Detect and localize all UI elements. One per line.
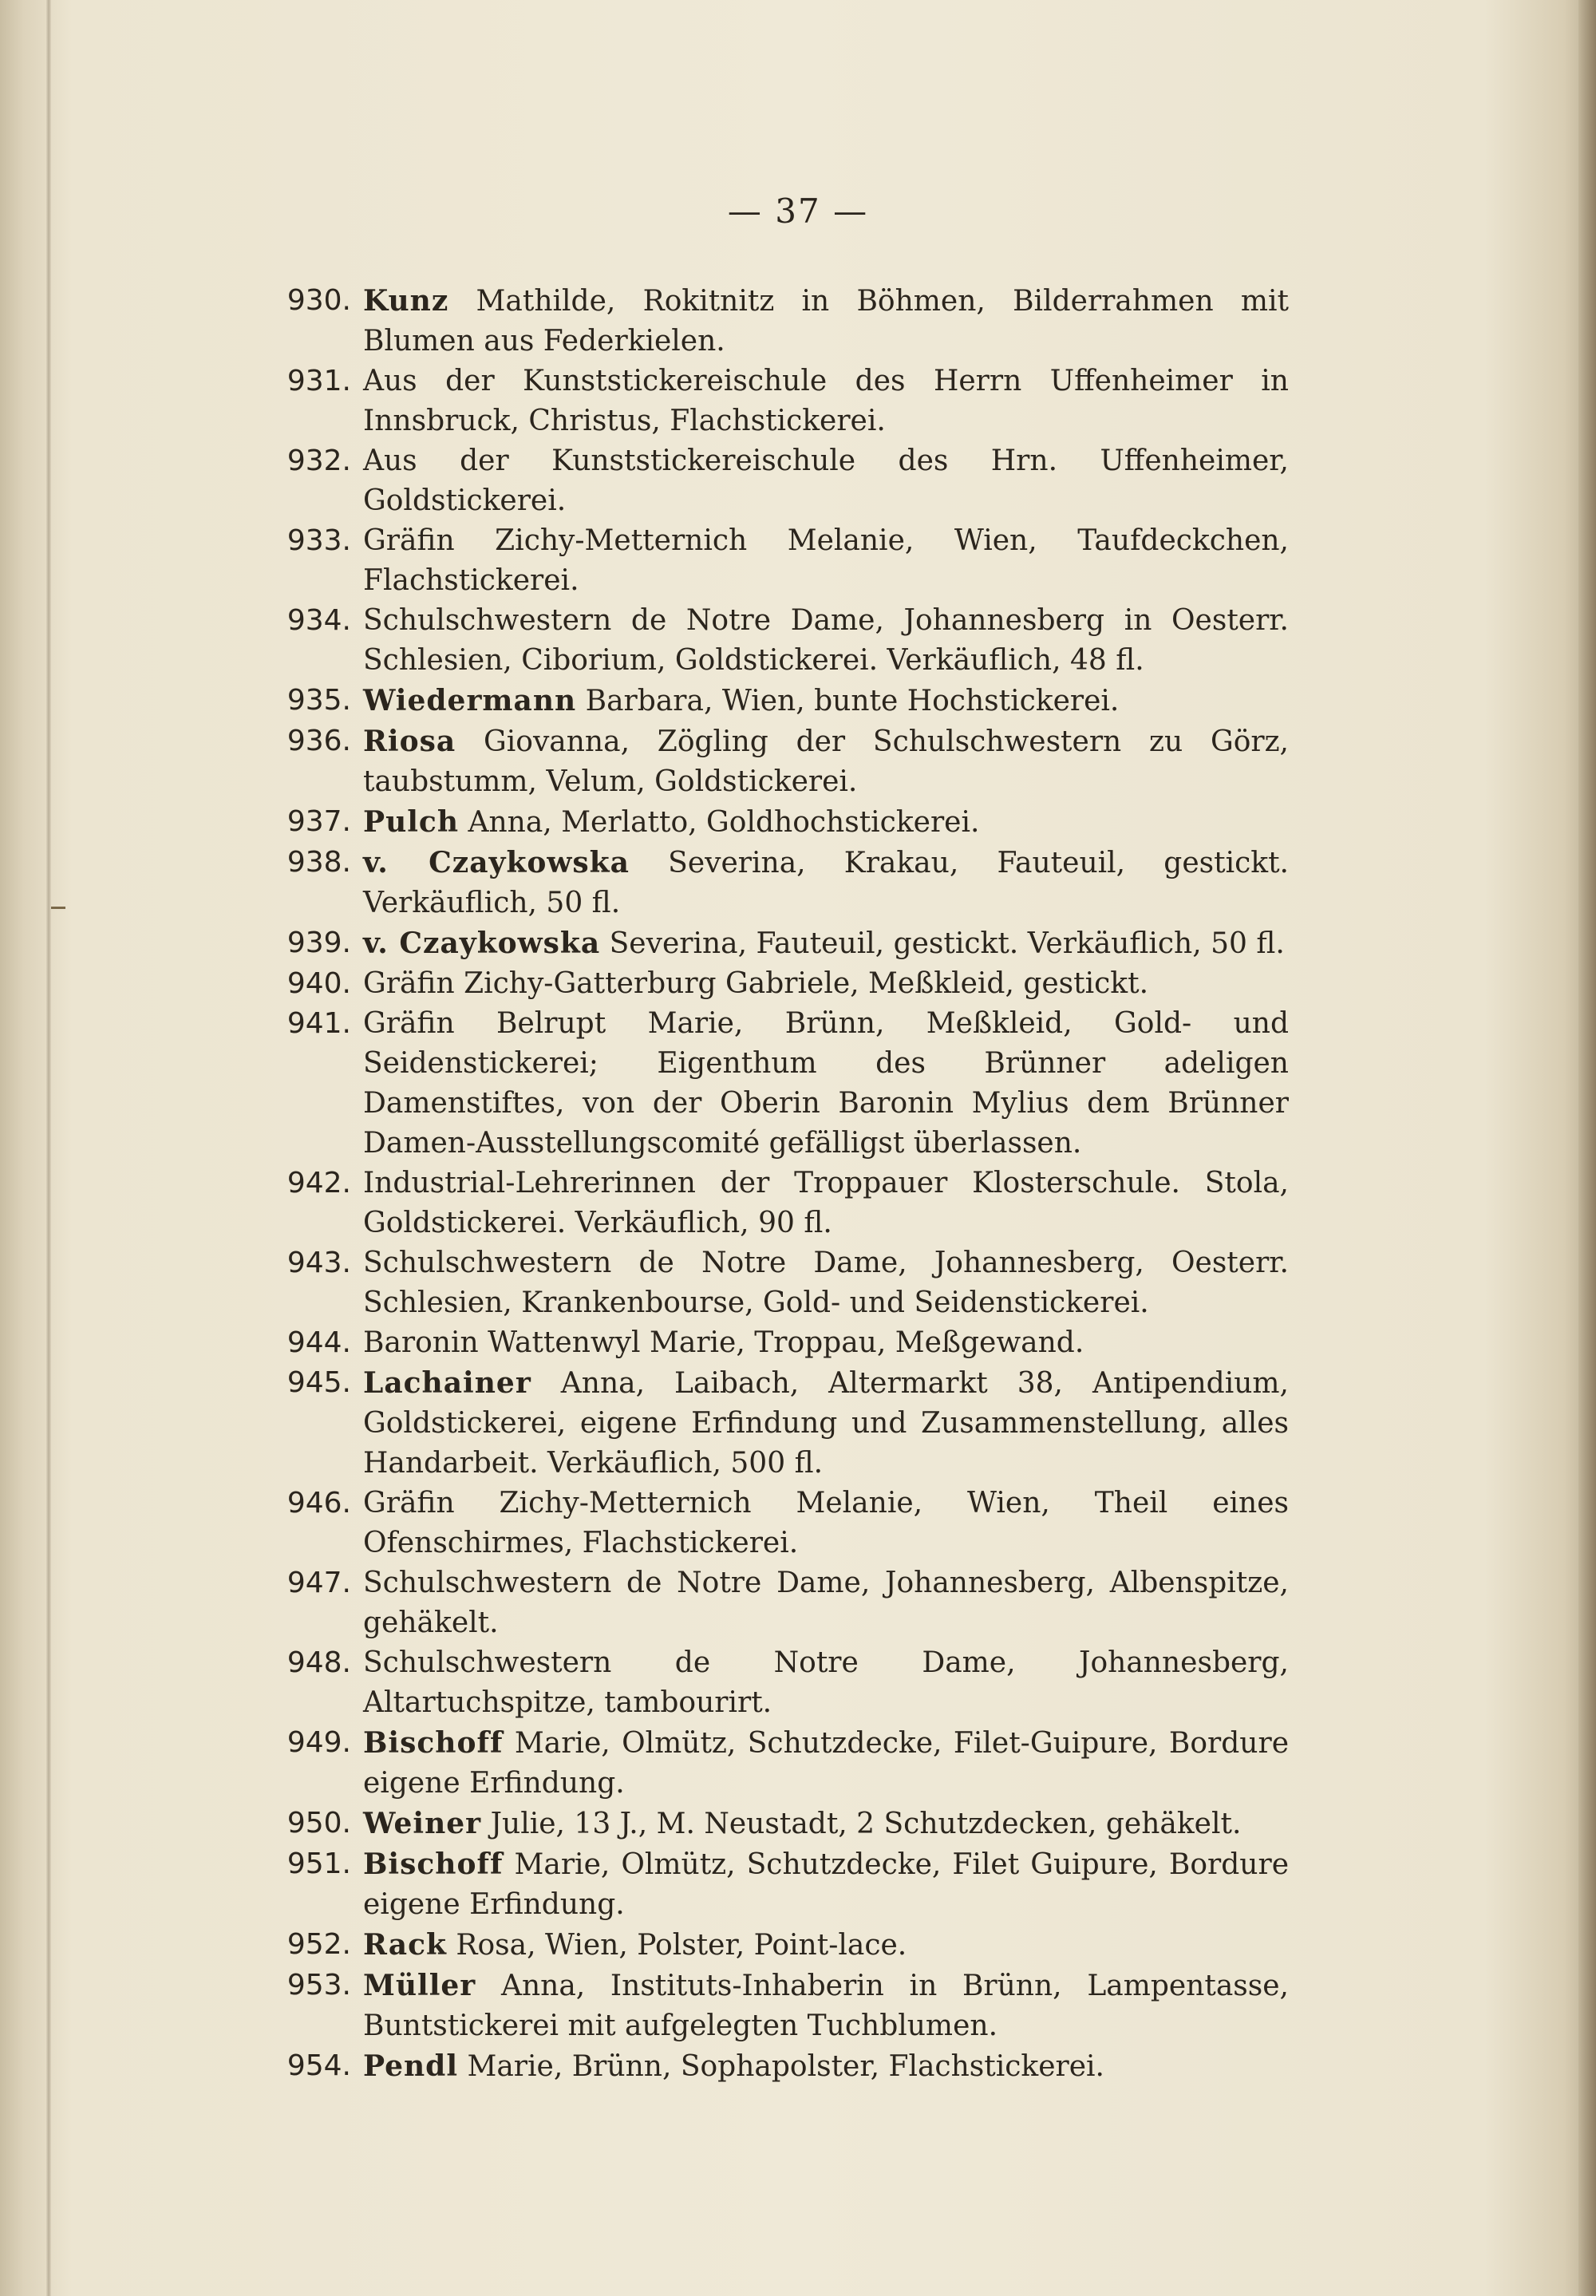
- entry-number: 945.: [286, 1366, 351, 1399]
- entry-number: 938.: [286, 846, 351, 879]
- entry-text: Rosa, Wien, Polster, Point-lace.: [456, 1929, 907, 1962]
- entry-text: Gräfin Zichy-Gatterburg Gabriele, Meßkleid, gestickt.: [363, 967, 1149, 1000]
- entry-number: 934.: [286, 604, 351, 637]
- entry-list: [271, 281, 1289, 2087]
- list-item: [271, 681, 1289, 721]
- entry-number: 946.: [286, 1487, 351, 1519]
- entry-text: Industrial-Lehrerinnen der Troppauer Klosterschule. Stola, Goldstickerei. Verkäuflich, 90 fl.: [363, 1167, 1289, 1239]
- exhibitor-name: Riosa: [363, 725, 456, 758]
- list-item: [271, 1164, 1289, 1243]
- entry-text: Anna, Instituts-Inhaberin in Brünn, Lampentasse, Buntstickerei mit aufgelegten Tuchblumen.: [363, 1970, 1289, 2042]
- entry-number: 931.: [286, 365, 351, 397]
- entry-text: Schulschwestern de Notre Dame, Johannesberg in Oesterr. Schlesien, Ciborium, Goldstickerei. Verkäuflich, 48 fl.: [363, 604, 1289, 677]
- entry-text: Marie, Olmütz, Schutzdecke, Filet Guipure, Bordure eigene Erfindung.: [363, 1848, 1289, 1921]
- entry-number: 947.: [286, 1567, 351, 1599]
- entry-text: Anna, Laibach, Altermarkt 38, Antipendium, Goldstickerei, eigene Erfindung und Zusammenstellung, alles Handarbeit. Verkäuflich, 500 fl.: [363, 1367, 1289, 1480]
- exhibitor-name: Kunz: [363, 284, 449, 318]
- list-item: [271, 1966, 1289, 2046]
- entry-number: 949.: [286, 1726, 351, 1759]
- entry-number: 933.: [286, 524, 351, 557]
- exhibitor-name: Pulch: [363, 805, 460, 839]
- exhibitor-name: v. Czaykowska: [363, 927, 601, 960]
- list-item: [271, 2046, 1289, 2087]
- entry-text: Gräfin Belrupt Marie, Brünn, Meßkleid, Gold- und Seidenstickerei; Eigenthum des Brünner adeligen Damenstiftes, von der Oberin Baronin Mylius dem Brünner Damen-Ausstellungscomité gefälligst überlassen.: [363, 1007, 1289, 1160]
- list-item: [271, 1925, 1289, 1966]
- exhibitor-name: Bischoff: [363, 1726, 504, 1760]
- exhibitor-name: Lachainer: [363, 1366, 531, 1400]
- list-item: [271, 601, 1289, 681]
- list-item: [271, 1723, 1289, 1804]
- entry-number: 930.: [286, 284, 351, 317]
- list-item: [271, 923, 1289, 964]
- entry-number: 954.: [286, 2049, 351, 2082]
- entry-number: 952.: [286, 1928, 351, 1961]
- entry-text: Julie, 13 J., M. Neustadt, 2 Schutzdecken, gehäkelt.: [490, 1808, 1242, 1840]
- entry-text: Gräfin Zichy-Metternich Melanie, Wien, Taufdeckchen, Flachstickerei.: [363, 524, 1289, 597]
- entry-text: Severina, Krakau, Fauteuil, gestickt. Verkäuflich, 50 fl.: [363, 847, 1289, 919]
- list-item: [271, 1844, 1289, 1925]
- list-item: [271, 362, 1289, 441]
- entry-text: Anna, Merlatto, Goldhochstickerei.: [468, 806, 980, 839]
- list-item: [271, 1323, 1289, 1363]
- entry-number: 935.: [286, 684, 351, 717]
- list-item: [271, 843, 1289, 923]
- entry-number: 932.: [286, 445, 351, 477]
- list-item: [271, 1643, 1289, 1723]
- entry-text: Barbara, Wien, bunte Hochstickerei.: [585, 685, 1120, 717]
- entry-number: 944.: [286, 1326, 351, 1359]
- entry-text: Marie, Olmütz, Schutzdecke, Filet-Guipure, Bordure eigene Erfindung.: [363, 1727, 1289, 1800]
- entry-number: 953.: [286, 1969, 351, 2002]
- entry-text: Giovanna, Zögling der Schulschwestern zu Görz, taubstumm, Velum, Goldstickerei.: [363, 725, 1289, 798]
- list-item: [271, 521, 1289, 601]
- entry-number: 940.: [286, 967, 351, 1000]
- list-item: [271, 1484, 1289, 1563]
- entry-text: Schulschwestern de Notre Dame, Johannesberg, Albenspitze, gehäkelt.: [363, 1567, 1289, 1639]
- list-item: [271, 1804, 1289, 1844]
- entry-number: 942.: [286, 1167, 351, 1199]
- list-item: [271, 964, 1289, 1004]
- list-item: [271, 1563, 1289, 1643]
- list-item: [271, 802, 1289, 843]
- list-item: [271, 1004, 1289, 1164]
- list-item: [271, 441, 1289, 521]
- list-item: [271, 1363, 1289, 1484]
- entry-number: 943.: [286, 1247, 351, 1279]
- exhibitor-name: Wiedermann: [363, 684, 577, 717]
- page-number: — 37 —: [727, 192, 869, 231]
- exhibitor-name: Müller: [363, 1969, 476, 2002]
- exhibitor-name: Rack: [363, 1928, 447, 1962]
- entry-text: Aus der Kunststickereischule des Herrn Uffenheimer in Innsbruck, Christus, Flachstickerei.: [363, 365, 1289, 437]
- exhibitor-name: v. Czaykowska: [363, 846, 630, 879]
- entry-text: Aus der Kunststickereischule des Hrn. Uffenheimer, Goldstickerei.: [363, 445, 1289, 517]
- exhibitor-name: Pendl: [363, 2049, 459, 2083]
- entry-number: 951.: [286, 1847, 351, 1880]
- page-edge: [1578, 0, 1596, 2296]
- list-item: [271, 721, 1289, 802]
- entry-number: 939.: [286, 927, 351, 959]
- margin-mark: [51, 907, 65, 909]
- exhibitor-name: Bischoff: [363, 1847, 504, 1881]
- entry-text: Baronin Wattenwyl Marie, Troppau, Meßgewand.: [363, 1326, 1084, 1359]
- entry-number: 950.: [286, 1807, 351, 1840]
- entry-text: Mathilde, Rokitnitz in Böhmen, Bilderrahmen mit Blumen aus Federkielen.: [363, 285, 1289, 358]
- entry-text: Schulschwestern de Notre Dame, Johannesberg, Oesterr. Schlesien, Krankenbourse, Gold- und Seidenstickerei.: [363, 1247, 1289, 1319]
- list-item: [271, 281, 1289, 362]
- entry-text: Schulschwestern de Notre Dame, Johannesberg, Altartuchspitze, tambourirt.: [363, 1646, 1289, 1719]
- entry-number: 936.: [286, 725, 351, 757]
- entry-number: 937.: [286, 805, 351, 838]
- entry-number: 941.: [286, 1007, 351, 1040]
- entry-text: Gräfin Zichy-Metternich Melanie, Wien, Theil eines Ofenschirmes, Flachstickerei.: [363, 1487, 1289, 1559]
- binding-edge: [46, 0, 51, 2296]
- entry-text: Marie, Brünn, Sophapolster, Flachstickerei.: [467, 2050, 1104, 2083]
- exhibitor-name: Weiner: [363, 1807, 482, 1840]
- list-item: [271, 1243, 1289, 1323]
- entry-number: 948.: [286, 1646, 351, 1679]
- entry-text: Severina, Fauteuil, gestickt. Verkäuflich, 50 fl.: [609, 927, 1285, 960]
